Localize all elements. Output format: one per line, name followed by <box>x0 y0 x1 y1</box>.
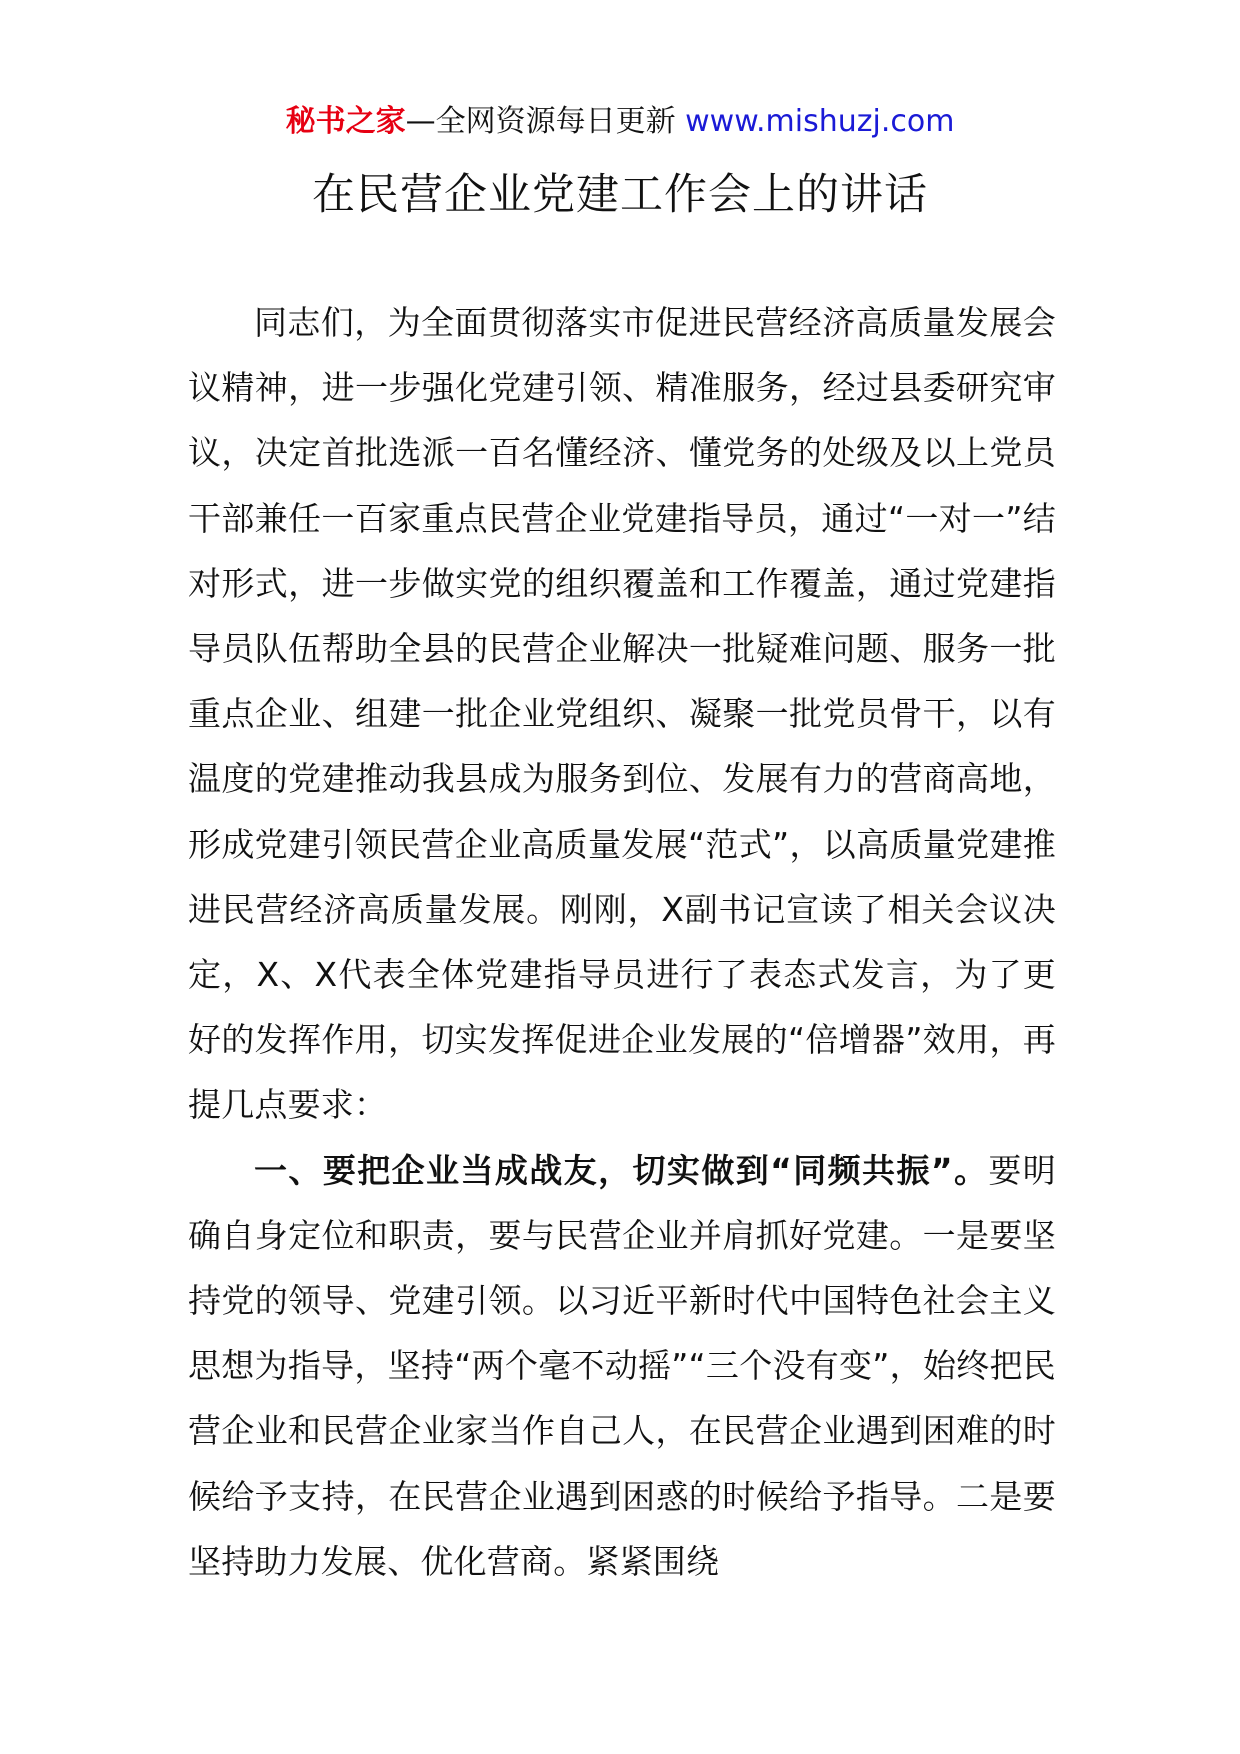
brand-name: 秘书之家 <box>285 104 406 139</box>
site-url-link[interactable]: www.mishuzj.com <box>685 104 955 139</box>
document-body <box>188 290 1056 1594</box>
document-title: 在民营企业党建工作会上的讲话 <box>312 170 928 220</box>
section-text: 要明确自身定位和职责，要与民营企业并肩抓好党建。一是要坚持党的领导、党建引领。以习近平新时代中国特色社会主义思想为指导，坚持“两个毫不动摇”“三个没有变”，始终把民营企业和民营企业家当作自己人，在民营企业遇到困难的时候给予支持，在民营企业遇到困惑的时候给予指导。二是要坚持助力发展、优化营商。紧紧围绕 <box>188 1150 1057 1581</box>
site-tagline: —全网资源每日更新 <box>405 104 686 139</box>
section-heading: 一、要把企业当成战友，切实做到“同频共振”。 <box>254 1150 989 1190</box>
body-paragraph <box>188 1138 1056 1594</box>
body-paragraph: 同志们，为全面贯彻落实市促进民营经济高质量发展会议精神，进一步强化党建引领、精准服务，经过县委研究审议，决定首批选派一百名懂经济、懂党务的处级及以上党员干部兼任一百家重点民营企业党建指导员，通过“一对一”结对形式，进一步做实党的组织覆盖和工作覆盖，通过党建指导员队伍帮助全县的民营企业解决一批疑难问题、服务一批重点企业、组建一批企业党组织、凝聚一批党员骨干，以有温度的党建推动我县成为服务到位、发展有力的营商高地，形成党建引领民营企业高质量发展“范式”，以高质量党建推进民营经济高质量发展。刚刚，X副书记宣读了相关会议决定，X、X代表全体党建指导员进行了表态式发言，为了更好的发挥作用，切实发挥促进企业发展的“倍增器”效用，再提几点要求： <box>188 303 1056 1125</box>
site-header <box>0 100 1240 144</box>
